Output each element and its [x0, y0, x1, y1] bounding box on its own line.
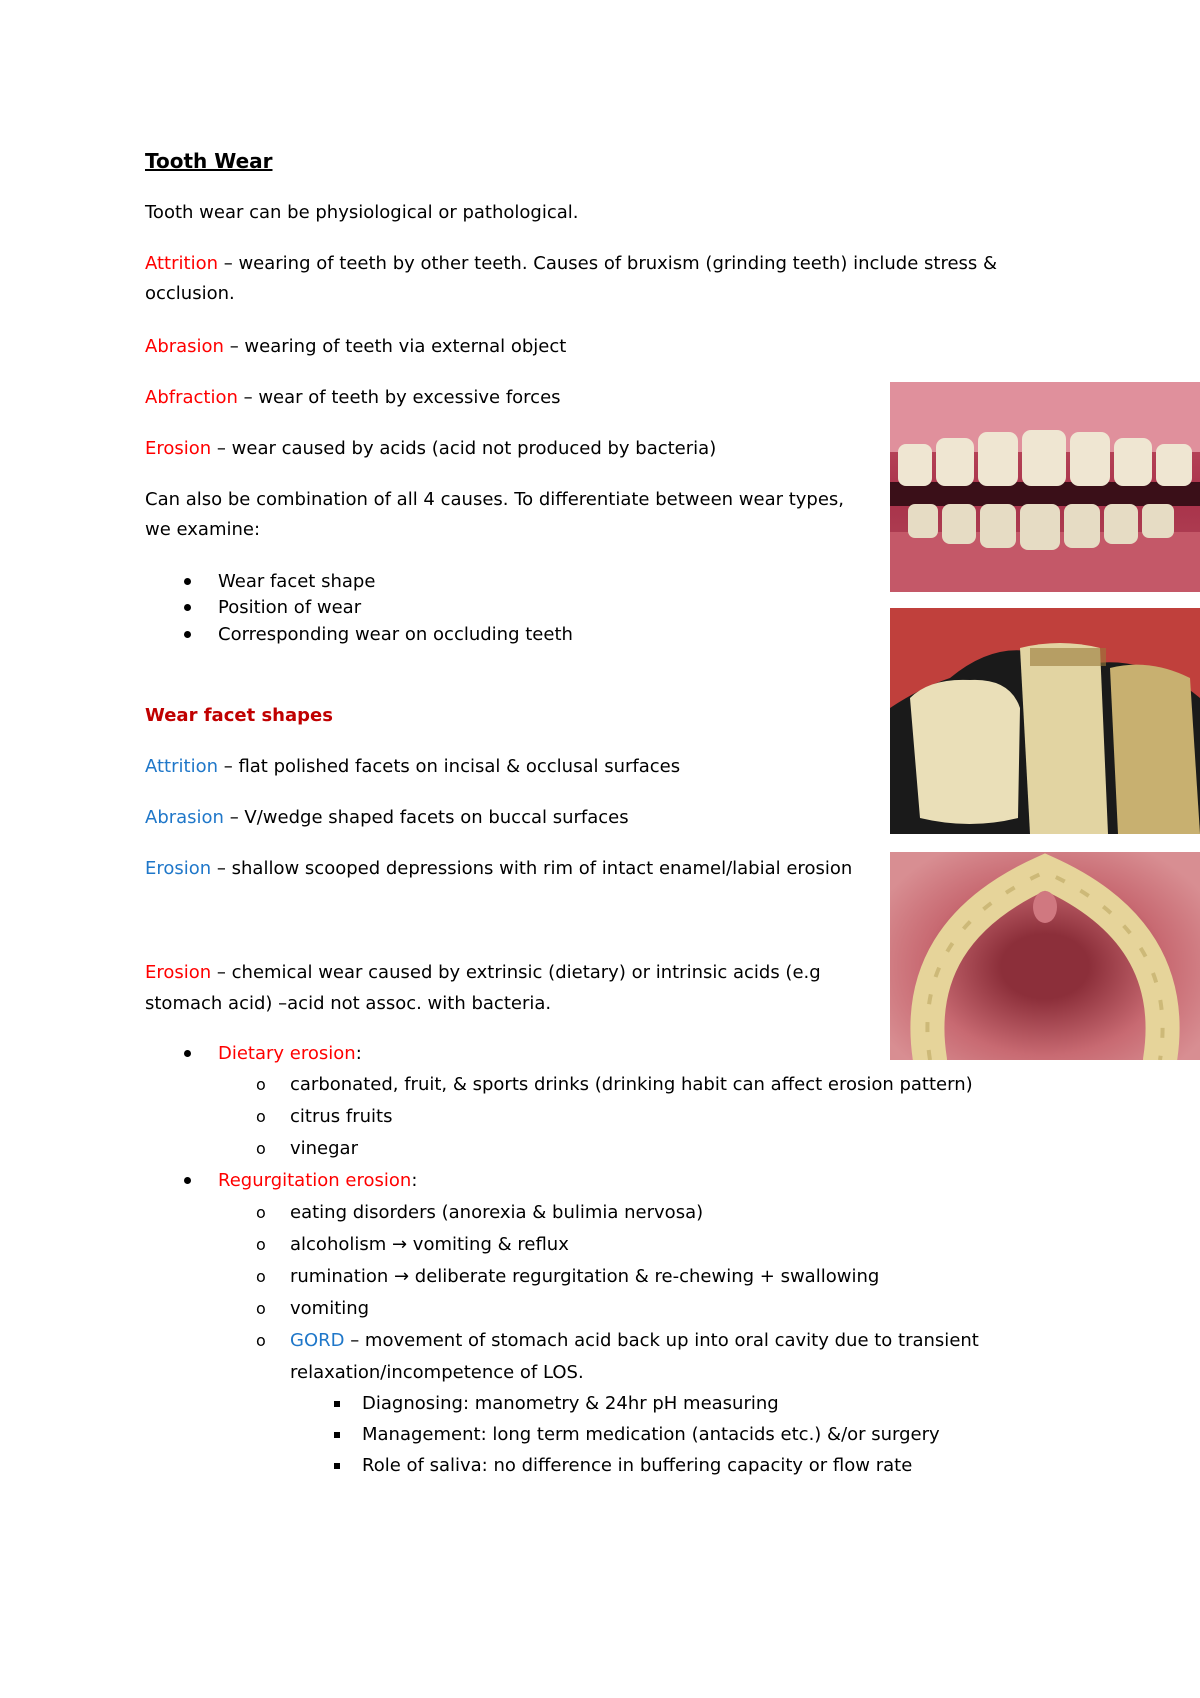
abrasion-definition: Abrasion – wearing of teeth via external object: [145, 336, 567, 357]
facet-heading: Wear facet shapes: [145, 705, 333, 726]
square-bullet-icon: [334, 1463, 340, 1469]
regurgitation-heading: Regurgitation erosion:: [218, 1170, 418, 1191]
list-item: Management: long term medication (antacids etc.) &/or surgery: [362, 1424, 940, 1445]
facet-attrition-term: Attrition: [145, 756, 218, 777]
list-item: vinegar: [290, 1138, 358, 1159]
bullet-icon: [184, 1050, 191, 1057]
circle-bullet-icon: o: [256, 1267, 266, 1286]
facet-erosion: Erosion – shallow scooped depressions with rim of intact enamel/labial erosion: [145, 858, 853, 879]
dietary-heading: Dietary erosion:: [218, 1043, 362, 1064]
circle-bullet-icon: o: [256, 1299, 266, 1318]
circle-bullet-icon: o: [256, 1107, 266, 1126]
circle-bullet-icon: o: [256, 1139, 266, 1158]
combination-text-cont: we examine:: [145, 519, 261, 540]
erosion-photo: [890, 852, 1200, 1060]
list-item: Wear facet shape: [218, 571, 376, 592]
list-item: Role of saliva: no difference in buffering capacity or flow rate: [362, 1455, 913, 1476]
gord-item-cont: relaxation/incompetence of LOS.: [290, 1362, 584, 1383]
abfraction-definition: Abfraction – wear of teeth by excessive forces: [145, 387, 561, 408]
bullet-icon: [184, 604, 191, 611]
abrasion-photo: [890, 608, 1200, 834]
facet-erosion-term: Erosion: [145, 858, 212, 879]
abrasion-term: Abrasion: [145, 336, 224, 357]
combination-text: Can also be combination of all 4 causes. To differentiate between wear types,: [145, 489, 845, 510]
circle-bullet-icon: o: [256, 1075, 266, 1094]
bullet-icon: [184, 578, 191, 585]
list-item: alcoholism → vomiting & reflux: [290, 1234, 569, 1255]
list-item: vomiting: [290, 1298, 370, 1319]
circle-bullet-icon: o: [256, 1235, 266, 1254]
page-title: Tooth Wear: [145, 149, 273, 173]
erosion-term: Erosion: [145, 438, 212, 459]
intro-text: Tooth wear can be physiological or pathological.: [145, 202, 579, 223]
bullet-icon: [184, 631, 191, 638]
erosion-detail-term: Erosion: [145, 962, 212, 983]
gord-term: GORD: [290, 1330, 345, 1351]
abfraction-term: Abfraction: [145, 387, 238, 408]
list-item: citrus fruits: [290, 1106, 393, 1127]
attrition-term: Attrition: [145, 253, 218, 274]
bullet-icon: [184, 1177, 191, 1184]
list-item: Diagnosing: manometry & 24hr pH measuring: [362, 1393, 779, 1414]
gord-item: GORD – movement of stomach acid back up into oral cavity due to transient: [290, 1330, 979, 1351]
attrition-definition: Attrition – wearing of teeth by other teeth. Causes of bruxism (grinding teeth) include stress &: [145, 253, 998, 274]
circle-bullet-icon: o: [256, 1203, 266, 1222]
erosion-definition: Erosion – wear caused by acids (acid not produced by bacteria): [145, 438, 717, 459]
erosion-detail: Erosion – chemical wear caused by extrinsic (dietary) or intrinsic acids (e.g: [145, 962, 821, 983]
list-item: eating disorders (anorexia & bulimia nervosa): [290, 1202, 704, 1223]
facet-abrasion-term: Abrasion: [145, 807, 224, 828]
erosion-detail-cont: stomach acid) –acid not assoc. with bacteria.: [145, 993, 552, 1014]
list-item: rumination → deliberate regurgitation & re-chewing + swallowing: [290, 1266, 880, 1287]
square-bullet-icon: [334, 1432, 340, 1438]
circle-bullet-icon: o: [256, 1331, 266, 1350]
facet-abrasion: Abrasion – V/wedge shaped facets on buccal surfaces: [145, 807, 629, 828]
facet-attrition: Attrition – flat polished facets on incisal & occlusal surfaces: [145, 756, 681, 777]
list-item: Position of wear: [218, 597, 362, 618]
attrition-definition-cont: occlusion.: [145, 283, 235, 304]
square-bullet-icon: [334, 1401, 340, 1407]
list-item: carbonated, fruit, & sports drinks (drinking habit can affect erosion pattern): [290, 1074, 973, 1095]
attrition-photo: [890, 382, 1200, 592]
list-item: Corresponding wear on occluding teeth: [218, 624, 573, 645]
